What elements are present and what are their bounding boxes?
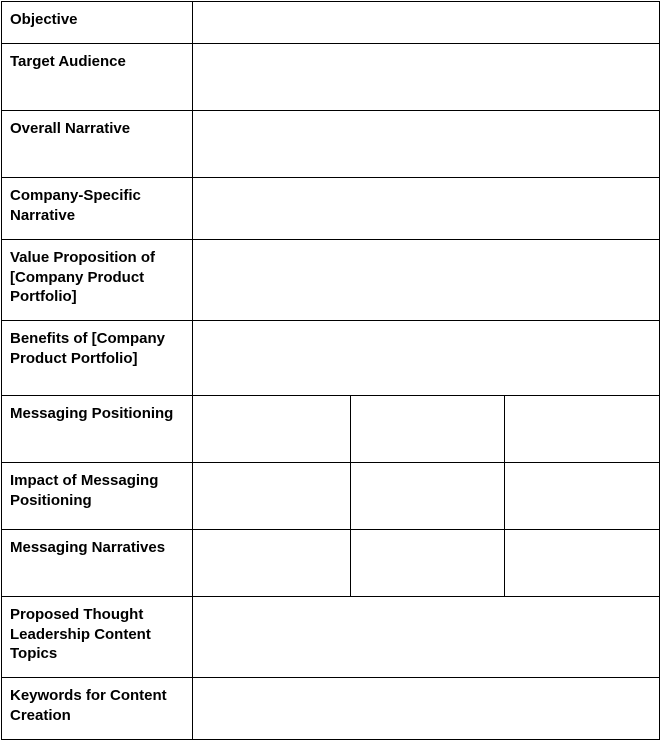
table-row-benefits	[2, 321, 660, 396]
table-row-messaging-narratives	[2, 530, 660, 597]
table-row-company-specific-narrative	[2, 178, 660, 240]
table-row-thought-leadership-topics	[2, 597, 660, 678]
value-cell-messaging-narratives-2[interactable]	[351, 530, 505, 597]
value-cell-objective[interactable]	[193, 2, 660, 44]
value-cell-messaging-narratives-1[interactable]	[193, 530, 351, 597]
document-page	[1, 1, 659, 739]
table-row-impact-of-messaging	[2, 463, 660, 530]
row-label-company-specific-narrative: Company-Specific Narrative	[2, 178, 193, 240]
row-label-benefits: Benefits of [Company Product Portfolio]	[2, 321, 193, 396]
value-cell-messaging-positioning-1[interactable]	[193, 396, 351, 463]
value-cell-impact-of-messaging-2[interactable]	[351, 463, 505, 530]
value-cell-keywords[interactable]	[193, 678, 660, 740]
table-row-overall-narrative	[2, 111, 660, 178]
value-cell-benefits[interactable]	[193, 321, 660, 396]
value-cell-company-specific-narrative[interactable]	[193, 178, 660, 240]
row-label-impact-of-messaging: Impact of Messaging Positioning	[2, 463, 193, 530]
value-cell-target-audience[interactable]	[193, 44, 660, 111]
row-label-messaging-narratives: Messaging Narratives	[2, 530, 193, 597]
row-label-target-audience: Target Audience	[2, 44, 193, 111]
row-label-messaging-positioning: Messaging Positioning	[2, 396, 193, 463]
row-label-thought-leadership-topics: Proposed Thought Leadership Content Topics	[2, 597, 193, 678]
messaging-framework-table	[1, 1, 660, 740]
row-label-value-proposition: Value Proposition of [Company Product Portfolio]	[2, 240, 193, 321]
value-cell-overall-narrative[interactable]	[193, 111, 660, 178]
value-cell-messaging-positioning-2[interactable]	[351, 396, 505, 463]
value-cell-impact-of-messaging-1[interactable]	[193, 463, 351, 530]
table-row-messaging-positioning	[2, 396, 660, 463]
table-row-value-proposition	[2, 240, 660, 321]
table-row-keywords	[2, 678, 660, 740]
value-cell-messaging-narratives-3[interactable]	[505, 530, 660, 597]
row-label-overall-narrative: Overall Narrative	[2, 111, 193, 178]
table-row-target-audience	[2, 44, 660, 111]
row-label-objective: Objective	[2, 2, 193, 44]
value-cell-value-proposition[interactable]	[193, 240, 660, 321]
value-cell-impact-of-messaging-3[interactable]	[505, 463, 660, 530]
value-cell-thought-leadership-topics[interactable]	[193, 597, 660, 678]
row-label-keywords: Keywords for Content Creation	[2, 678, 193, 740]
value-cell-messaging-positioning-3[interactable]	[505, 396, 660, 463]
table-row-objective	[2, 2, 660, 44]
